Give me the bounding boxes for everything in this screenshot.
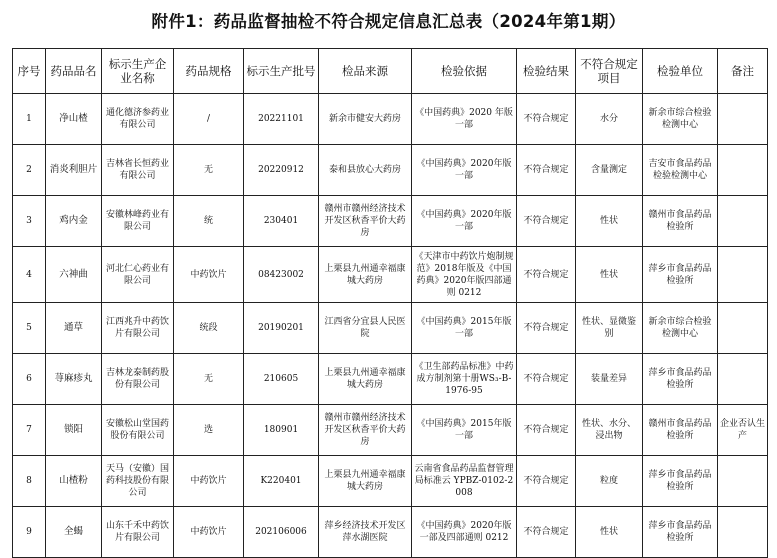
cell-test-result: 不符合规定: [517, 145, 576, 196]
cell-index: 8: [13, 456, 46, 507]
cell-test-unit: 萍乡市食品药品检验所: [643, 247, 718, 303]
header-failed-items: 不符合规定项目: [576, 49, 643, 94]
cell-failed-items: 装量差异: [576, 354, 643, 405]
cell-test-basis: 《中国药典》2020年版一部: [412, 145, 517, 196]
cell-batch-number: 202106006: [244, 507, 319, 558]
cell-specification: 无: [174, 145, 244, 196]
cell-manufacturer: 河北仁心药业有限公司: [102, 247, 174, 303]
cell-sample-source: 江西省分宜县人民医院: [319, 303, 412, 354]
cell-failed-items: 性状、水分、浸出物: [576, 405, 643, 456]
cell-test-basis: 《卫生部药品标准》中药成方制剂第十册WS₃-B-1976-95: [412, 354, 517, 405]
table-row: [13, 247, 768, 303]
cell-test-result: 不符合规定: [517, 456, 576, 507]
cell-specification: 统: [174, 196, 244, 247]
cell-sample-source: 泰和县放心大药房: [319, 145, 412, 196]
cell-failed-items: 粒度: [576, 456, 643, 507]
table-row: [13, 145, 768, 196]
table-header-row: [13, 49, 768, 94]
cell-batch-number: 230401: [244, 196, 319, 247]
cell-manufacturer: 通化德济参药业有限公司: [102, 94, 174, 145]
cell-batch-number: 20221101: [244, 94, 319, 145]
table-row: [13, 354, 768, 405]
cell-failed-items: 水分: [576, 94, 643, 145]
cell-index: 3: [13, 196, 46, 247]
cell-test-result: 不符合规定: [517, 247, 576, 303]
cell-test-unit: 萍乡市食品药品检验所: [643, 507, 718, 558]
header-sample-source: 检品来源: [319, 49, 412, 94]
cell-manufacturer: 山东千禾中药饮片有限公司: [102, 507, 174, 558]
cell-index: 5: [13, 303, 46, 354]
cell-remarks: [718, 456, 768, 507]
header-drug-name: 药品品名: [46, 49, 102, 94]
header-specification: 药品规格: [174, 49, 244, 94]
cell-sample-source: 上栗县九州通幸福康城大药房: [319, 247, 412, 303]
cell-test-basis: 云南省食品药品监督管理局标准云 YPBZ-0102-2008: [412, 456, 517, 507]
cell-test-result: 不符合规定: [517, 507, 576, 558]
cell-remarks: [718, 507, 768, 558]
cell-test-basis: 《中国药典》2015年版一部: [412, 303, 517, 354]
cell-drug-name: 鸡内金: [46, 196, 102, 247]
cell-test-unit: 新余市综合检验检测中心: [643, 303, 718, 354]
cell-sample-source: 上栗县九州通幸福康城大药房: [319, 456, 412, 507]
cell-specification: 中药饮片: [174, 247, 244, 303]
table-row: [13, 94, 768, 145]
cell-test-basis: 《中国药典》2015年版一部: [412, 405, 517, 456]
cell-remarks: [718, 247, 768, 303]
cell-remarks: [718, 303, 768, 354]
cell-manufacturer: 天马（安徽）国药科技股份有限公司: [102, 456, 174, 507]
cell-batch-number: 20190201: [244, 303, 319, 354]
cell-failed-items: 性状: [576, 247, 643, 303]
cell-test-result: 不符合规定: [517, 405, 576, 456]
cell-specification: /: [174, 94, 244, 145]
header-test-unit: 检验单位: [643, 49, 718, 94]
header-index: 序号: [13, 49, 46, 94]
table-row: [13, 456, 768, 507]
cell-test-result: 不符合规定: [517, 354, 576, 405]
cell-test-result: 不符合规定: [517, 94, 576, 145]
header-manufacturer: 标示生产企业名称: [102, 49, 174, 94]
cell-index: 7: [13, 405, 46, 456]
header-remarks: 备注: [718, 49, 768, 94]
cell-test-result: 不符合规定: [517, 303, 576, 354]
cell-sample-source: 赣州市赣州经济技术开发区秋香平价大药房: [319, 196, 412, 247]
inspection-table: [12, 48, 768, 558]
table-row: [13, 507, 768, 558]
cell-batch-number: 180901: [244, 405, 319, 456]
cell-index: 2: [13, 145, 46, 196]
cell-specification: 无: [174, 354, 244, 405]
cell-failed-items: 含量测定: [576, 145, 643, 196]
table-row: [13, 196, 768, 247]
cell-index: 1: [13, 94, 46, 145]
cell-index: 4: [13, 247, 46, 303]
cell-test-unit: 吉安市食品药品检验检测中心: [643, 145, 718, 196]
cell-batch-number: 08423002: [244, 247, 319, 303]
cell-specification: 选: [174, 405, 244, 456]
cell-test-unit: 新余市综合检验检测中心: [643, 94, 718, 145]
cell-test-basis: 《中国药典》2020 年版一部: [412, 94, 517, 145]
cell-index: 9: [13, 507, 46, 558]
cell-failed-items: 性状: [576, 507, 643, 558]
cell-sample-source: 赣州市赣州经济技术开发区秋香平价大药房: [319, 405, 412, 456]
cell-batch-number: 20220912: [244, 145, 319, 196]
cell-test-unit: 赣州市食品药品检验所: [643, 405, 718, 456]
header-batch-number: 标示生产批号: [244, 49, 319, 94]
cell-manufacturer: 江西兆升中药饮片有限公司: [102, 303, 174, 354]
cell-drug-name: 山楂粉: [46, 456, 102, 507]
cell-test-result: 不符合规定: [517, 196, 576, 247]
cell-drug-name: 荨麻疹丸: [46, 354, 102, 405]
cell-manufacturer: 安徽林峰药业有限公司: [102, 196, 174, 247]
cell-sample-source: 上栗县九州通幸福康城大药房: [319, 354, 412, 405]
cell-drug-name: 锁阳: [46, 405, 102, 456]
cell-remarks: [718, 196, 768, 247]
cell-remarks: 企业否认生产: [718, 405, 768, 456]
cell-test-basis: 《中国药典》2020年版一部: [412, 196, 517, 247]
cell-test-unit: 萍乡市食品药品检验所: [643, 354, 718, 405]
cell-failed-items: 性状: [576, 196, 643, 247]
cell-drug-name: 全蝎: [46, 507, 102, 558]
cell-test-basis: 《中国药典》2020年版一部及四部通则 0212: [412, 507, 517, 558]
cell-test-basis: 《天津市中药饮片炮制规范》2018年版及《中国药典》2020年版四部通则 0212: [412, 247, 517, 303]
cell-remarks: [718, 354, 768, 405]
cell-manufacturer: 吉林省长恒药业有限公司: [102, 145, 174, 196]
cell-failed-items: 性状、显微鉴别: [576, 303, 643, 354]
document-title: 附件1：药品监督抽检不符合规定信息汇总表（2024年第1期）: [151, 12, 626, 31]
header-test-basis: 检验依据: [412, 49, 517, 94]
cell-specification: 中药饮片: [174, 507, 244, 558]
cell-sample-source: 新余市健安大药房: [319, 94, 412, 145]
cell-remarks: [718, 94, 768, 145]
cell-test-unit: 萍乡市食品药品检验所: [643, 456, 718, 507]
cell-drug-name: 净山楂: [46, 94, 102, 145]
cell-drug-name: 通草: [46, 303, 102, 354]
table-row: [13, 303, 768, 354]
cell-specification: 统段: [174, 303, 244, 354]
cell-manufacturer: 吉林龙泰制药股份有限公司: [102, 354, 174, 405]
cell-specification: 中药饮片: [174, 456, 244, 507]
cell-test-unit: 赣州市食品药品检验所: [643, 196, 718, 247]
cell-manufacturer: 安徽松山堂国药股份有限公司: [102, 405, 174, 456]
cell-batch-number: K220401: [244, 456, 319, 507]
cell-drug-name: 消炎利胆片: [46, 145, 102, 196]
cell-index: 6: [13, 354, 46, 405]
table-row: [13, 405, 768, 456]
header-test-result: 检验结果: [517, 49, 576, 94]
cell-sample-source: 萍乡经济技术开发区萍水湖医院: [319, 507, 412, 558]
cell-batch-number: 210605: [244, 354, 319, 405]
cell-remarks: [718, 145, 768, 196]
cell-drug-name: 六神曲: [46, 247, 102, 303]
